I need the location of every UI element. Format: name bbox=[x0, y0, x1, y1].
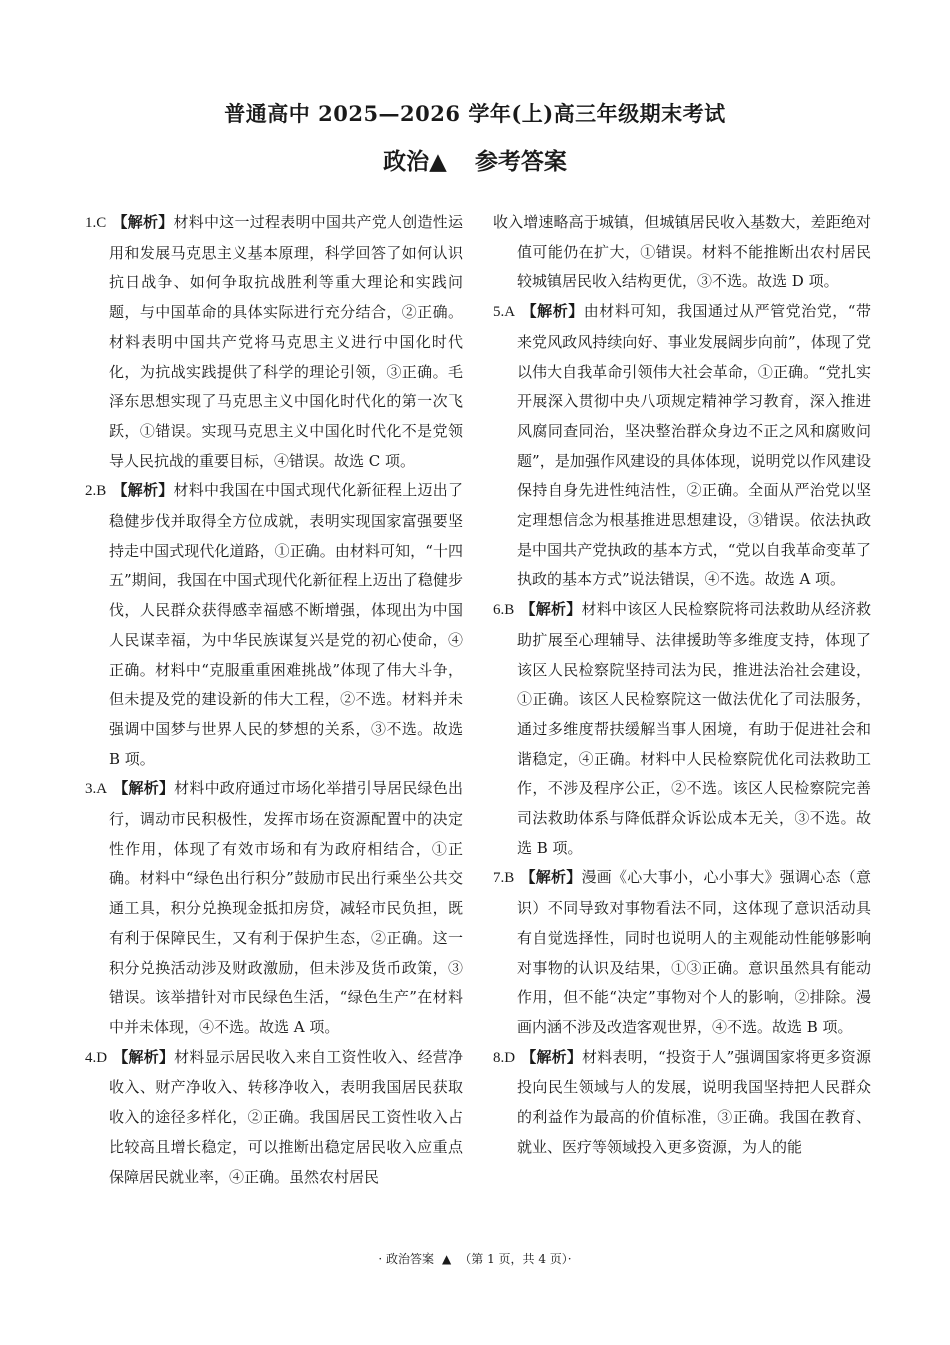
answer-item-4-continued bbox=[493, 208, 871, 297]
item-number: 8. bbox=[493, 1049, 505, 1066]
footer-subject: · 政治答案 bbox=[378, 1252, 435, 1266]
answer-item-2 bbox=[85, 476, 463, 774]
item-number: 2. bbox=[85, 483, 97, 500]
item-tag: 【解析】 bbox=[520, 868, 582, 887]
item-text: 收入增速略高于城镇，但城镇居民收入基数大，差距绝对值可能仍在扩大，①错误。材料不能推断出农村居民较城镇居民收入结构更优，③不选。故选 D 项。 bbox=[493, 213, 871, 291]
right-column bbox=[493, 208, 871, 1163]
item-text: 材料表明，“投资于人”强调国家将更多资源投向民生领域与人的发展，说明我国坚持把人民群众的利益作为最高的价值标准，③正确。我国在教育、就业、医疗等领域投入更多资源，为人的能 bbox=[517, 1047, 871, 1156]
page-footer bbox=[0, 1250, 950, 1267]
item-text: 材料显示居民收入来自工资性收入、经营净收入、财产净收入、转移净收入，表明我国居民获取收入的途径多样化，②正确。我国居民工资性收入占比较高且增长稳定，可以推断出稳定居民收入应重点保障居民就业率，④正确。虽然农村居民 bbox=[109, 1047, 463, 1186]
item-text: 漫画《心大事小，心小事大》强调心态（意识）不同导致对事物看法不同，这体现了意识活动具有自觉选择性，同时也说明人的主观能动性能够影响对事物的认识及结果，①③正确。意识虽然具有能动作用，但不能“决定”事物对个人的影响，②排除。漫画内涵不涉及改造客观世界，④不选。故选 B 项。 bbox=[517, 868, 871, 1036]
item-text: 材料中我国在中国式现代化新征程上迈出了稳健步伐并取得全方位成就，表明实现国家富强要坚持走中国式现代化道路，①正确。由材料可知，“十四五”期间，我国在中国式现代化新征程上迈出了稳健步伐，人民群众获得感幸福感不断增强，体现出为中国人民谋幸福，为中华民族谋复兴是党的初心使命，④正确。材料中“克服重重困难挑战”体现了伟大斗争，但未提及党的建设新的伟大工程，②不选。材料并未强调中国梦与世界人民的梦想的关系，③不选。故选 B 项。 bbox=[109, 481, 463, 768]
item-number: 7. bbox=[493, 870, 505, 887]
page-subtitle bbox=[0, 143, 950, 176]
item-number: 1. bbox=[85, 215, 97, 231]
item-number: 4. bbox=[85, 1049, 97, 1066]
answer-item-7 bbox=[493, 863, 871, 1042]
answer-item-8 bbox=[493, 1043, 871, 1163]
item-number: 5. bbox=[493, 304, 505, 321]
item-answer: D bbox=[96, 1049, 108, 1066]
item-text: 材料中该区人民检察院将司法救助从经济救助扩展至心理辅导、法律援助等多维度支持，体现了该区人民检察院坚持司法为民，推进法治社会建设，①正确。该区人民检察院这一做法优化了司法服务，通过多维度帮扶缓解当事人困境，有助于促进社会和谐稳定，④正确。材料中人民检察院优化司法救助工作，不涉及程序公正，②不选。该区人民检察院完善司法救助体系与降低群众诉讼成本无关，③不选。故选 B 项。 bbox=[517, 600, 871, 857]
answer-item-3 bbox=[85, 774, 463, 1042]
answer-item-1 bbox=[85, 208, 463, 476]
item-number: 6. bbox=[493, 602, 505, 619]
item-number: 3. bbox=[85, 781, 97, 798]
item-answer: D bbox=[504, 1049, 516, 1066]
item-text: 材料中这一过程表明中国共产党人创造性运用和发展马克思主义基本原理，科学回答了如何认识抗日战争、如何争取抗战胜利等重大理论和实践问题，与中国革命的具体实际进行充分结合，②正确。材料表明中国共产党将马克思主义进行中国化时代化，为抗战实践提供了科学的理论引领，③正确。毛泽东思想实现了马克思主义中国化时代化的第一次飞跃，①错误。实现马克思主义中国化时代化不是党领导人民抗战的重要目标，④错误。故选 C 项。 bbox=[109, 213, 463, 470]
item-answer: B bbox=[504, 602, 515, 619]
item-answer: A bbox=[96, 781, 108, 798]
doc-type-label: 参考答案 bbox=[474, 148, 567, 175]
answer-item-5 bbox=[493, 297, 871, 595]
left-column bbox=[85, 208, 463, 1192]
item-tag: 【解析】 bbox=[113, 779, 175, 798]
item-tag: 【解析】 bbox=[521, 302, 584, 321]
item-answer: A bbox=[504, 304, 516, 321]
answer-item-6 bbox=[493, 595, 871, 863]
item-tag: 【解析】 bbox=[521, 1047, 583, 1066]
item-tag: 【解析】 bbox=[112, 481, 174, 500]
answer-item-4 bbox=[85, 1043, 463, 1193]
page-title: 普通高中 2025—2026 学年(上)高三年级期末考试 bbox=[224, 101, 726, 126]
item-tag: 【解析】 bbox=[520, 600, 582, 619]
footer-page-number: （第 1 页，共 4 页）· bbox=[459, 1252, 572, 1266]
item-text: 由材料可知，我国通过从严管党治党，“带来党风政风持续向好、事业发展阔步向前”，体现了党以伟大自我革命引领伟大社会革命，①正确。“党扎实开展深入贯彻中央八项规定精神学习教育，深入推进风腐同查同治，坚决整治群众身边不正之风和腐败问题”，是加强作风建设的具体体现，说明党以作风建设保持自身先进性纯洁性，②正确。全面从严治党以坚定理想信念为根基推进思想建设，③错误。依法执政是中国共产党执政的基本方式，“党以自我革命变革了执政的基本方式”说法错误，④不选。故选 A 项。 bbox=[517, 302, 871, 589]
item-tag: 【解析】 bbox=[112, 213, 174, 231]
item-tag: 【解析】 bbox=[113, 1047, 175, 1066]
item-answer: C bbox=[96, 215, 107, 231]
item-answer: B bbox=[504, 870, 515, 887]
triangle-icon: ▲ bbox=[442, 1252, 452, 1266]
subject-label: 政治▲ bbox=[383, 148, 447, 175]
item-text: 材料中政府通过市场化举措引导居民绿色出行，调动市民积极性，发挥市场在资源配置中的决定性作用，体现了有效市场和有为政府相结合，①正确。材料中“绿色出行积分”鼓励市民出行乘坐公共交通工具，积分兑换现金抵扣房贷，减轻市民负担，既有利于保障民生，又有利于保护生态，②正确。这一积分兑换活动涉及财政激励，但未涉及货币政策，③错误。该举措针对市民绿色生活，“绿色生产”在材料中并未体现，④不选。故选 A 项。 bbox=[109, 779, 463, 1036]
item-answer: B bbox=[96, 483, 107, 500]
